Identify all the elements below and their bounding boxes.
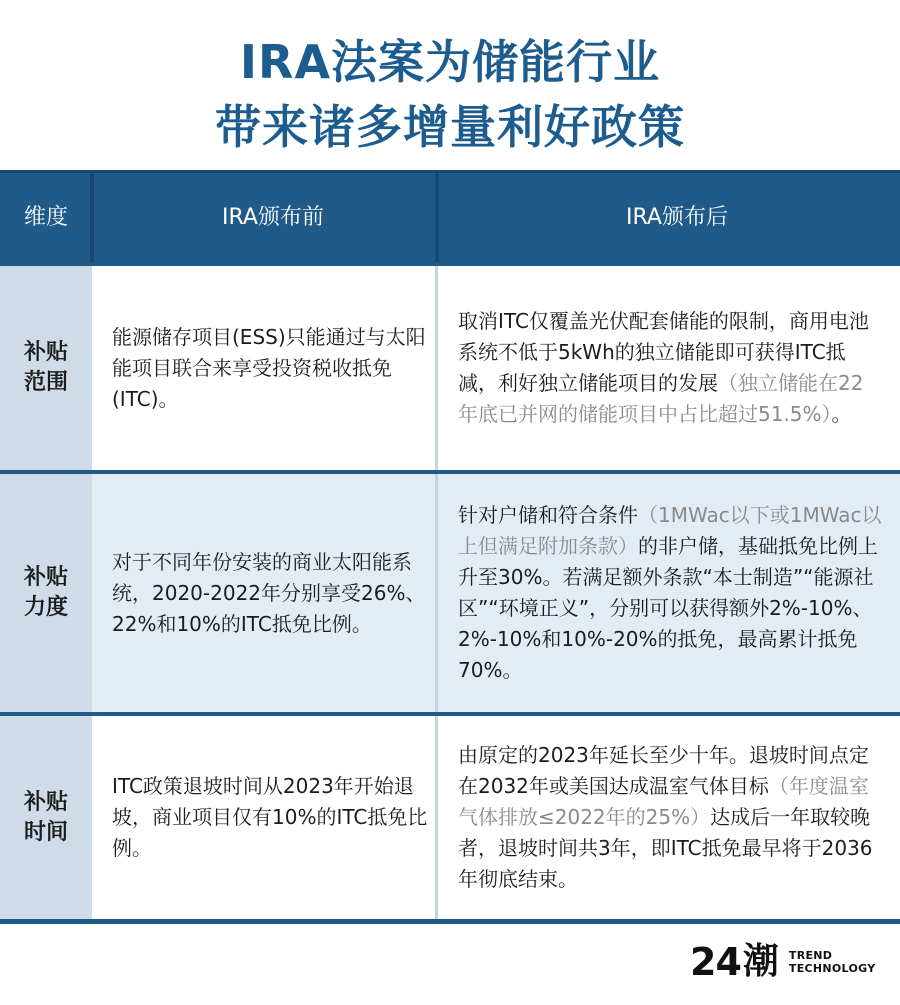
cell-note-text: （1MWac以下或1MWac以上但满足附加条款） — [458, 503, 882, 558]
cell-before-ira — [112, 266, 430, 470]
page-title-line-1: IRA法案为储能行业 — [239, 35, 661, 89]
cell-text — [458, 306, 883, 430]
column-divider — [435, 266, 438, 470]
table-row-subsidy-scope — [0, 262, 900, 470]
column-divider — [435, 474, 438, 712]
cell-text — [458, 740, 883, 895]
brand-logo — [690, 940, 875, 984]
table-row-subsidy-time — [0, 712, 900, 924]
logo-word-trend: TREND — [788, 949, 833, 962]
header-dimension: 维度 — [23, 205, 68, 230]
row-dimension-cell — [0, 716, 92, 919]
cell-after-ira — [458, 474, 883, 712]
row-dimension-label: 补贴力度 — [23, 565, 68, 620]
row-dimension-cell — [0, 474, 92, 712]
page-title-line-2: 带来诸多增量利好政策 — [215, 100, 685, 154]
cell-after-ira — [458, 266, 883, 470]
row-dimension-label: 补贴范围 — [23, 340, 68, 395]
cell-before-ira — [112, 474, 430, 712]
cell-note-text: （独立储能在22年底已并网的储能项目中占比超过51.5%） — [458, 371, 864, 426]
cell-head-text: 针对户储和符合条件 — [458, 503, 638, 527]
cell-after-ira — [458, 716, 883, 919]
cell-main-text: 的非户储，基础抵免比例上升至30%。若满足额外条款“本士制造”“能源社区”“环境正义”，分别可以获得额外2%-10%、2%-10%和10%-20%的抵免，最高累计抵免70%。 — [458, 534, 878, 682]
cell-main-text: 取消ITC仅覆盖光伏配套储能的限制，商用电池系统不低于5kWh的独立储能即可获得ITC抵减，利好独立储能项目的发展 — [458, 309, 869, 395]
logo-word-technology: TECHNOLOGY — [788, 962, 876, 975]
table-row-subsidy-strength — [0, 470, 900, 712]
table-header — [0, 170, 900, 262]
logo-number: 24 — [690, 940, 741, 984]
logo-wordmark — [789, 949, 876, 975]
cell-head-text: 由原定的2023年延长至少十年。退坡时间点定在2032年或美国达成温室气体目标 — [458, 743, 869, 798]
row-dimension-label: 补贴时间 — [23, 789, 68, 845]
logo-mark: 潮 — [742, 941, 779, 982]
cell-text: 对于不同年份安装的商业太阳能系统，2020-2022年分别享受26%、22%和10%的ITC抵免比例。 — [112, 549, 426, 636]
cell-text: ITC政策退坡时间从2023年开始退坡，商业项目仅有10%的ITC抵免比例。 — [112, 774, 428, 860]
header-after-ira: IRA颁布后 — [626, 205, 728, 230]
header-before-ira: IRA颁布前 — [222, 205, 324, 230]
cell-before-ira — [112, 716, 430, 919]
column-divider — [435, 716, 438, 919]
cell-text — [458, 500, 883, 686]
header-divider — [435, 173, 439, 265]
cell-text: 能源储存项目(ESS)只能通过与太阳能项目联合来享受投资税收抵免(ITC)。 — [112, 324, 426, 411]
cell-main-text: 达成后一年取较晚者，退坡时间共3年，即ITC抵免最早将于2036年彻底结束。 — [458, 805, 873, 891]
comparison-table — [0, 170, 900, 924]
cell-tail-text: 。 — [831, 402, 852, 426]
cell-note-text: （年度温室气体排放≤2022年的25%） — [458, 774, 869, 829]
row-dimension-cell — [0, 266, 92, 470]
